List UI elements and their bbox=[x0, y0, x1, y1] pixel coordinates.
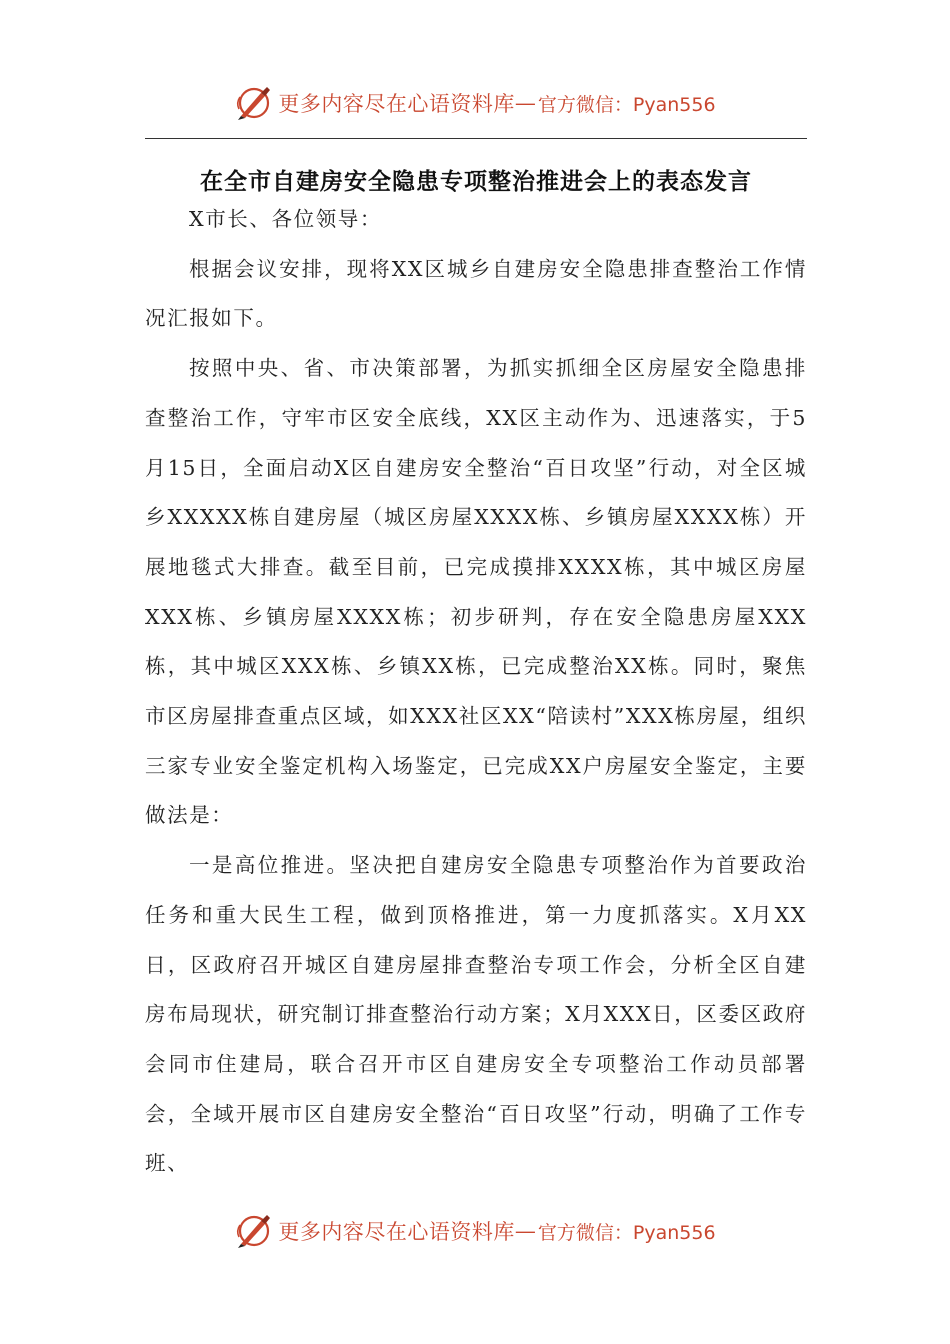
pen-in-circle-logo-icon bbox=[234, 83, 274, 123]
header-divider bbox=[145, 138, 807, 139]
paragraph: 一是高位推进。坚决把自建房安全隐患专项整治作为首要政治任务和重大民生工程，做到顶格推进，第一力度抓落实。X月XX日，区政府召开城区自建房屋排查整治专项工作会，分析全区自建房布局现状，研究制订排查整治行动方案；X月XXX日，区委区政府会同市住建局，联合召开市区自建房安全专项整治工作动员部署会，全域开展市区自建房安全整治“百日攻坚”行动，明确了工作专班、 bbox=[145, 853, 807, 1176]
banner-separator: — bbox=[514, 1219, 536, 1243]
banner-wechat: 官方微信：Pyan556 bbox=[537, 1221, 716, 1244]
banner-separator: — bbox=[514, 91, 536, 115]
banner-text: 更多内容尽在心语资料库 bbox=[278, 92, 515, 116]
salutation: X市长、各位领导： bbox=[189, 207, 382, 231]
pen-in-circle-logo-icon bbox=[234, 1211, 274, 1251]
footer-banner bbox=[0, 1206, 950, 1256]
banner-text: 更多内容尽在心语资料库 bbox=[278, 1220, 515, 1244]
banner-wechat: 官方微信：Pyan556 bbox=[537, 93, 716, 116]
header-banner bbox=[0, 78, 950, 128]
document-body bbox=[145, 195, 807, 1189]
document-title: 在全市自建房安全隐患专项整治推进会上的表态发言 bbox=[200, 169, 752, 195]
paragraph: 根据会议安排，现将XX区城乡自建房安全隐患排查整治工作情况汇报如下。 bbox=[145, 256, 807, 331]
paragraph: 按照中央、省、市决策部署，为抓实抓细全区房屋安全隐患排查整治工作，守牢市区安全底线，XX区主动作为、迅速落实，于5月15日，全面启动X区自建房安全整治“百日攻坚”行动，对全区城乡XXXXX栋自建房屋（城区房屋XXXX栋、乡镇房屋XXXX栋）开展地毯式大排查。截至目前，已完成摸排XXXX栋，其中城区房屋XXX栋、乡镇房屋XXXX栋；初步研判，存在安全隐患房屋XXX栋，其中城区XXX栋、乡镇XX栋，已完成整治XX栋。同时，聚焦市区房屋排查重点区域，如XXX社区XX“陪读村”XXX栋房屋，组织三家专业安全鉴定机构入场鉴定，已完成XX户房屋安全鉴定，主要做法是： bbox=[145, 356, 808, 828]
